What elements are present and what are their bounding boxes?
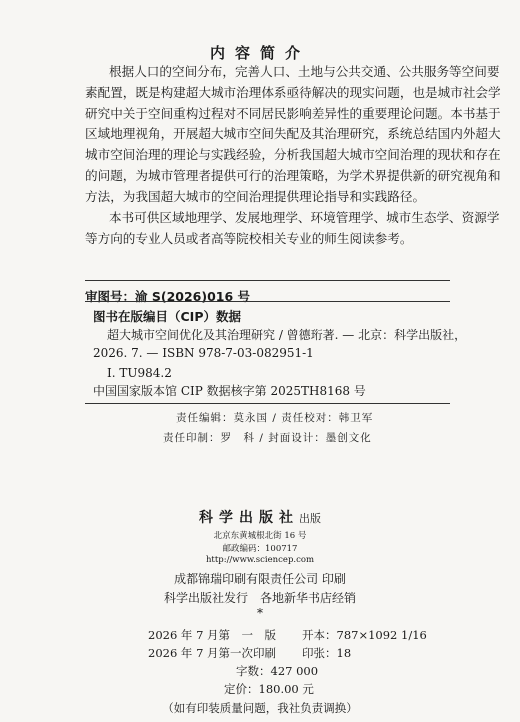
printer: 成都锦瑞印刷有限责任公司 印刷 <box>174 572 346 586</box>
sheets: 印张：18 <box>302 646 352 660</box>
format: 开本：787×1092 1/16 <box>302 628 427 642</box>
publisher-name: 科学出版社 <box>199 510 299 526</box>
publisher-suffix: 出版 <box>299 512 321 525</box>
publisher-logo <box>0 507 520 527</box>
printing: 2026 年 7 月第一次印刷 <box>148 646 277 660</box>
section-divider <box>85 280 450 281</box>
summary-line: 的问题，为城市管理者提供可行的治理策略，为学术界提供新的研究视角和 <box>85 167 501 183</box>
quality-notice: （如有印装质量问题，我社负责调换） <box>162 701 358 715</box>
summary-line: 根据人口的空间分布，完善人口、土地与公共交通、公共服务等空间要 <box>109 64 500 79</box>
edition: 2026 年 7 月第 一 版 <box>148 628 277 642</box>
publisher-website: http://www.sciencep.com <box>205 555 315 565</box>
summary-paragraph-1 <box>85 62 501 208</box>
summary-paragraph-2 <box>85 208 500 250</box>
word-count: 字数：427 000 <box>236 664 319 678</box>
separator-mark: * <box>257 606 263 620</box>
section-divider <box>85 403 450 404</box>
map-approval-number: 审图号：渝 S(2026)016 号 <box>85 289 251 304</box>
production-line: 责任印制：罗 科 / 封面设计：墨创文化 <box>163 432 372 444</box>
summary-line: 城市空间治理的理论与实践经验，分析我国超大城市空间治理的现状和存在 <box>85 147 501 163</box>
summary-line: 研究中关于空间重构过程对不同居民影响差异性的重要理论问题。本书基于 <box>85 105 501 121</box>
summary-line: 区域地理视角，开展超大城市空间失配及其治理研究，系统总结国内外超大 <box>85 126 501 142</box>
publisher-address: 北京东黄城根北街 16 号 <box>213 531 307 541</box>
page-title: 内容简介 <box>209 44 310 62</box>
cip-classification: Ⅰ. TU984.2 <box>107 366 172 380</box>
publisher-postcode: 邮政编码：100717 <box>222 544 298 554</box>
price: 定价：180.00 元 <box>224 682 314 696</box>
cip-record-line: 超大城市空间优化及其治理研究 / 曾德珩著. — 北京：科学出版社， <box>107 328 467 342</box>
cip-isbn-line: 2026. 7. — ISBN 978-7-03-082951-1 <box>93 346 314 360</box>
cip-data-number: 中国国家版本馆 CIP 数据核字第 2025TH8168 号 <box>93 384 366 398</box>
section-divider <box>85 301 450 302</box>
summary-line: 方法，为我国超大城市的空间治理提供理论指导和实践路径。 <box>85 188 426 204</box>
cip-heading: 图书在版编目（CIP）数据 <box>93 309 241 324</box>
editors-line: 责任编辑：莫永国 / 责任校对：韩卫军 <box>176 412 374 424</box>
summary-line: 素配置，既是构建超大城市治理体系亟待解决的现实问题，也是城市社会学 <box>85 84 501 100</box>
summary-line: 本书可供区域地理学、发展地理学、环境管理学、城市生态学、资源学 <box>109 210 500 225</box>
summary-line: 等方向的专业人员或者高等院校相关专业的师生阅读参考。 <box>85 230 413 246</box>
distributor: 科学出版社发行 各地新华书店经销 <box>163 591 356 605</box>
